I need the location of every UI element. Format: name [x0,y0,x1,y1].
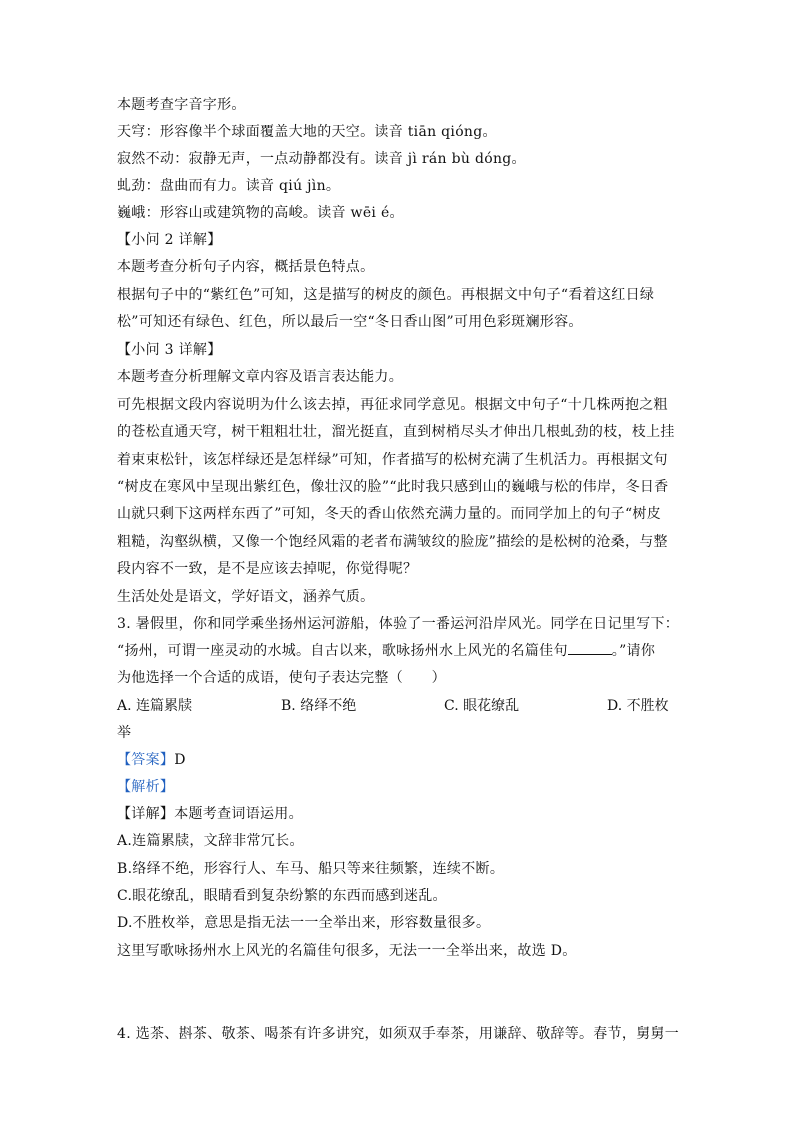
text-line: 粗糙，沟壑纵横，又像一个饱经风霜的老者布满皱纹的脸庞”描绘的是松树的沧桑，与整 [117,534,668,550]
question-text-part: 。”请你 [611,643,656,659]
option-b: B. 络绎不绝 [281,698,357,714]
text-line: 本题考查字音字形。 [117,97,246,113]
analysis-tag: 【解析】 [117,779,175,795]
text-line: 段内容不一致，是不是应该去掉呢，你觉得呢？ [117,561,418,577]
text-line: 生活处处是语文，学好语文，涵养气质。 [117,589,375,605]
text-line: 本题考查分析句子内容，概括景色特点。 [117,259,375,275]
text-line: 根据句子中的“紫红色”可知，这是描写的树皮的颜色。再根据文中句子“看着这红日绿 [117,287,655,303]
text-line: 的苍松直通天穹，树干粗粗壮壮，溜光挺直，直到树梢尽头才伸出几根虬劲的枝，枝上挂 [117,424,675,440]
text-line: 山就只剩下这两样东西了”可知，冬天的香山依然充满力量的。而同学加上的句子“树皮 [117,506,662,522]
answer-value: D [174,752,186,768]
text-line: C.眼花缭乱，眼睛看到复杂纷繁的东西而感到迷乱。 [117,888,447,904]
answer-blank [568,642,612,655]
section-heading: 【小问 3 详解】 [117,342,222,358]
section-heading: 【小问 2 详解】 [117,232,222,248]
answer-line [117,750,677,770]
text-line: D.不胜枚举，意思是指无法一一全举出来，形容数量很多。 [117,915,491,931]
option-d-continued: 举 [117,725,132,741]
option-c: C. 眼花缭乱 [444,698,520,714]
question-text-part: “扬州，可谓一座灵动的水城。自古以来，歌咏扬州水上风光的名篇佳句 [117,643,568,659]
option-d: D. 不胜枚 [607,698,669,714]
text-line: 可先根据文段内容说明为什么该去掉，再征求同学意见。根据文中句子“十几株两抱之粗 [117,397,668,413]
question-text: 3. 暑假里，你和同学乘坐扬州运河游船，体验了一番运河沿岸风光。同学在日记里写下： [117,616,680,632]
text-line: B.络绎不绝，形容行人、车马、船只等来往频繁，连续不断。 [117,861,505,877]
text-line: 寂然不动：寂静无声，一点动静都没有。读音 jì rán bù dóng。 [117,151,526,167]
text-line: 着束束松针，该怎样绿还是怎样绿”可知，作者描写的松树充满了生机活力。再根据文句 [117,452,668,468]
option-a: A. 连篇累牍 [117,698,193,714]
question-text: 4. 选茶、斟茶、敬茶、喝茶有许多讲究，如须双手奉茶，用谦辞、敬辞等。春节，舅舅一 [117,1026,680,1042]
question-text: 为他选择一个合适的成语，使句子表达完整（ ） [117,670,446,686]
text-line: 松”可知还有绿色、红色，所以最后一空“冬日香山图”可用色彩斑斓形容。 [117,314,583,330]
answer-tag: 【答案】 [117,752,175,768]
text-line: 虬劲：盘曲而有力。读音 qiú jìn。 [117,178,341,194]
text-line: 天穹：形容像半个球面覆盖大地的天空。读音 tiān qióng。 [117,124,497,140]
text-line: A.连篇累牍，文辞非常冗长。 [117,833,304,849]
text-line: 【详解】本题考查词语运用。 [117,806,303,822]
text-line: 本题考查分析理解文章内容及语言表达能力。 [117,369,403,385]
question-text [117,641,677,661]
text-line: 这里写歌咏扬州水上风光的名篇佳句很多，无法一一全举出来，故选 D。 [117,943,577,959]
text-line: 巍峨：形容山或建筑物的高峻。读音 wēi é。 [117,205,404,221]
text-line: “树皮在寒风中呈现出紫红色，像壮汉的脸”“此时我只感到山的巍峨与松的伟岸，冬日香 [117,479,669,495]
